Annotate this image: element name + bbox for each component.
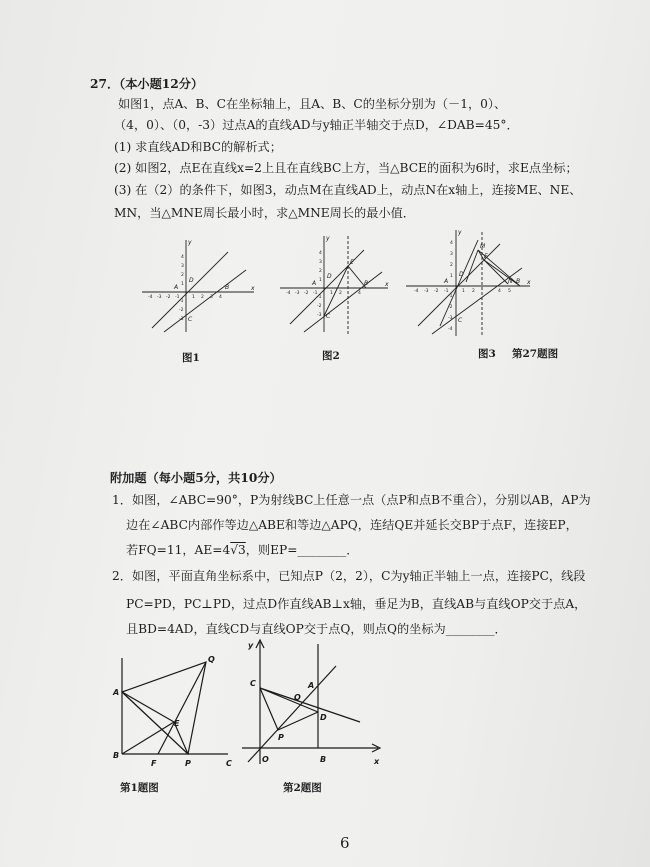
- point-label-p: P: [185, 759, 191, 768]
- point-label: B: [516, 278, 521, 285]
- problem-27-q2: (2) 如图2，点E在直线x=2上且在直线BC上方，当△BCE的面积为6时，求E点坐标；: [114, 161, 578, 175]
- point-label-c: C: [226, 759, 232, 768]
- tick-x: -3: [424, 289, 429, 294]
- tick-x: -2: [304, 291, 309, 296]
- problem-27-header: 27．（本小题12分）: [90, 77, 204, 91]
- tick-x: -4: [414, 289, 419, 294]
- point-label-p: P: [278, 733, 284, 742]
- point-label-q: Q: [294, 693, 301, 702]
- tick-y: 2: [450, 263, 453, 268]
- problem-27-line1: 如图1，点A、B、C在坐标轴上，且A、B、C的坐标分别为（－1，0）、: [118, 97, 507, 111]
- tick-x: 1: [330, 291, 333, 296]
- tick-y: -3: [448, 316, 453, 321]
- problem-27-figure-caption: 第27题图: [512, 348, 559, 360]
- tick-x: -1: [313, 291, 318, 296]
- tick-y: 2: [319, 269, 322, 274]
- y-axis-label: y: [326, 235, 330, 242]
- tick-x: 4: [498, 289, 501, 294]
- tick-x: -4: [286, 291, 291, 296]
- tick-y: 1: [319, 278, 322, 283]
- figure-2-caption: 图2: [322, 350, 340, 362]
- bonus-p1-text: 若FQ=11，AE=4: [126, 543, 231, 557]
- problem-27-q3b: MN，当△MNE周长最小时，求△MNE周长的最小值．: [114, 206, 415, 220]
- x-axis-label: x: [374, 757, 380, 766]
- tick-x: 2: [472, 289, 475, 294]
- bonus-header: 附加题（每小题5分，共10分）: [110, 471, 282, 485]
- tick-y: 4: [319, 251, 322, 256]
- point-label: D: [189, 277, 194, 284]
- point-label: A: [444, 278, 449, 285]
- problem-27-line2: （4，0）、（0，-3）过点A的直线AD与y轴正半轴交于点D，∠DAB=45°．: [114, 118, 519, 132]
- bonus-p1-answer-blank: ，则EP=________．: [245, 543, 359, 557]
- tick-y: -3: [179, 317, 184, 322]
- point-label: N: [508, 278, 513, 285]
- tick-y: 2: [181, 273, 184, 278]
- y-axis-label: y: [458, 229, 462, 236]
- sqrt-radicand: 3: [238, 543, 246, 557]
- point-label: E: [484, 253, 488, 260]
- point-label: M: [480, 243, 486, 250]
- point-label-a: A: [308, 681, 315, 690]
- point-label-a: A: [113, 688, 120, 697]
- bonus-p1-line1: 1．如图，∠ABC=90°，P为射线BC上任意一点（点P和点B不重合），分别以AB，AP为: [112, 493, 591, 507]
- point-label-c: C: [250, 679, 256, 688]
- point-label: B: [364, 280, 369, 287]
- bonus-p1-line2: 边在∠ABC内部作等边△ABE和等边△APQ，连结QE并延长交BP于点F，连接EP，: [126, 518, 578, 532]
- point-label: B: [225, 284, 230, 291]
- tick-y: 4: [450, 241, 453, 246]
- tick-x: -2: [166, 295, 171, 300]
- tick-x: 1: [462, 289, 465, 294]
- point-label-b: B: [113, 751, 120, 760]
- tick-y: -2: [448, 305, 453, 310]
- y-axis-label: y: [248, 641, 254, 650]
- tick-x: -1: [444, 289, 449, 294]
- tick-y: -4: [448, 327, 453, 332]
- point-label: E: [350, 259, 354, 266]
- bonus-figure-1-caption: 第1题图: [120, 782, 159, 794]
- tick-x: -4: [148, 295, 153, 300]
- problem-27-q3a: (3) 在（2）的条件下，如图3，动点M在直线AD上，动点N在x轴上，连接ME、NE、: [114, 183, 582, 197]
- point-label: A: [174, 284, 179, 291]
- bonus-p2-line3: 且BD=4AD，直线CD与直线OP交于点Q，则点Q的坐标为________．: [126, 622, 507, 636]
- tick-y: 4: [181, 255, 184, 260]
- tick-x: -3: [295, 291, 300, 296]
- bonus-p2-line2: PC=PD，PC⊥PD，过点D作直线AB⊥x轴，垂足为B，直线AB与直线OP交于点A，: [126, 597, 587, 611]
- point-label: A: [312, 280, 317, 287]
- bonus-figure-2: [240, 636, 386, 774]
- problem-27-q1: (1) 求直线AD和BC的解析式；: [114, 140, 282, 154]
- point-label: D: [327, 273, 332, 280]
- tick-y: -3: [317, 313, 322, 318]
- tick-x: -1: [175, 295, 180, 300]
- point-label-f: F: [151, 759, 157, 768]
- tick-x: 2: [339, 291, 342, 296]
- x-axis-label: x: [527, 279, 531, 286]
- point-label: D: [459, 271, 464, 278]
- x-axis-label: x: [385, 281, 389, 288]
- tick-y: -2: [179, 308, 184, 313]
- tick-y: -1: [448, 294, 453, 299]
- point-label-b: B: [320, 755, 327, 764]
- tick-y: -2: [317, 304, 322, 309]
- figure-1-caption: 图1: [182, 352, 200, 364]
- tick-x: -2: [434, 289, 439, 294]
- tick-y: 3: [181, 264, 184, 269]
- tick-x: 5: [508, 289, 511, 294]
- tick-x: 3: [210, 295, 213, 300]
- y-axis-label: y: [188, 239, 192, 246]
- x-axis-label: x: [251, 285, 255, 292]
- tick-x: 4: [219, 295, 222, 300]
- tick-y: -1: [179, 299, 184, 304]
- figure-2: [276, 232, 392, 338]
- point-label-q: Q: [208, 655, 215, 664]
- tick-x: -3: [157, 295, 162, 300]
- page-number: 6: [340, 834, 350, 852]
- figure-3-caption: 图3: [478, 348, 496, 360]
- tick-y: 3: [319, 260, 322, 265]
- bonus-figure-2-caption: 第2题图: [283, 782, 322, 794]
- sqrt-symbol: √3: [230, 543, 246, 557]
- tick-x: 4: [358, 291, 361, 296]
- point-label-d: D: [320, 713, 327, 722]
- bonus-figure-1: [110, 650, 240, 770]
- tick-y: -1: [317, 295, 322, 300]
- bonus-p1-line3: [126, 542, 646, 558]
- point-label: C: [326, 313, 331, 320]
- tick-y: 3: [450, 252, 453, 257]
- figure-3: [404, 226, 532, 340]
- tick-y: 1: [450, 274, 453, 279]
- bonus-p2-line1: 2．如图，平面直角坐标系中，已知点P（2，2），C为y轴正半轴上一点，连接PC，线段: [112, 569, 586, 583]
- tick-x: 2: [201, 295, 204, 300]
- figure-1: [138, 236, 258, 336]
- origin-label: O: [262, 755, 269, 764]
- point-label-e: E: [174, 719, 180, 728]
- point-label: C: [458, 317, 463, 324]
- tick-x: 1: [192, 295, 195, 300]
- point-label: C: [188, 316, 193, 323]
- tick-y: 1: [181, 282, 184, 287]
